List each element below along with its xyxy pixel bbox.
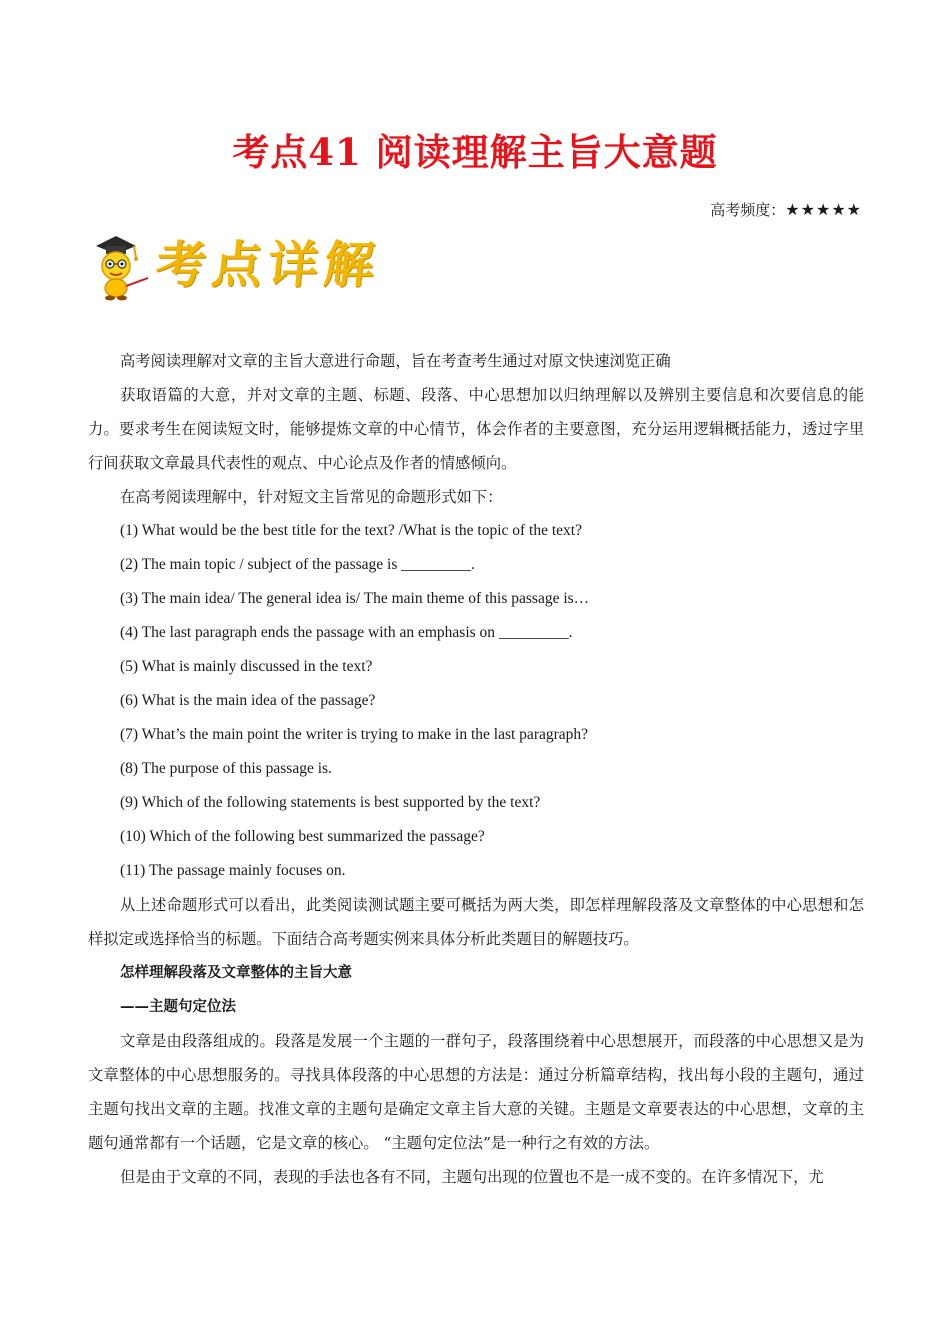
- question-form-11: (11) The passage mainly focuses on.: [120, 862, 346, 879]
- body-paragraph-2: 但是由于文章的不同，表现的手法也各有不同，主题句出现的位置也不是一成不变的。在许多情况下，尤: [120, 1168, 824, 1186]
- subsection-heading: ——主题句定位法: [120, 999, 236, 1015]
- question-form-4: (4) The last paragraph ends the passage with an emphasis on _________.: [120, 624, 573, 641]
- body-paragraph-1: 文章是由段落组成的。段落是发展一个主题的一群句子，段落围绕着中心思想展开，而段落的中心思想又是为文章整体的中心思想服务的。寻找具体段落的中心思想的方法是：通过分析篇章结构，找出每小段的主题句，通过主题句找出文章的主题。找准文章的主题句是确定文章主旨大意的关键。主题是文章要表达的中心思想，文章的主题句通常都有一个话题，它是文章的核心。 “主题句定位法”是一种行之有效的方法。: [88, 1032, 864, 1152]
- document-body: [88, 344, 864, 1194]
- question-form-2: (2) The main topic / subject of the passage is _________.: [120, 556, 475, 573]
- question-form-7: (7) What’s the main point the writer is trying to make in the last paragraph?: [120, 726, 589, 743]
- banner-title: 考点详解: [152, 235, 384, 294]
- question-form-3: (3) The main idea/ The general idea is/ The main theme of this passage is…: [120, 590, 590, 607]
- frequency-rating: [710, 199, 862, 220]
- question-form-9: (9) Which of the following statements is best supported by the text?: [120, 794, 541, 811]
- page-title: 考点41 阅读理解主旨大意题: [232, 130, 718, 174]
- intro-paragraph-2: 获取语篇的大意，并对文章的主题、标题、段落、中心思想加以归纳理解以及辨别主要信息和次要信息的能力。要求考生在阅读短文时，能够提炼文章的中心情节，体会作者的主要意图，充分运用逻辑概括能力，透过字里行间获取文章最具代表性的观点、中心论点及作者的情感倾向。: [88, 386, 864, 472]
- section-banner: [90, 232, 390, 302]
- question-form-5: (5) What is mainly discussed in the text?: [120, 658, 373, 675]
- graduate-mascot-icon: [90, 232, 154, 302]
- question-form-1: (1) What would be the best title for the text? /What is the topic of the text?: [120, 522, 582, 539]
- frequency-label: 高考频度：: [710, 201, 786, 219]
- question-form-6: (6) What is the main idea of the passage?: [120, 692, 376, 709]
- section-heading: 怎样理解段落及文章整体的主旨大意: [120, 965, 352, 981]
- intro-paragraph-1: 高考阅读理解对文章的主旨大意进行命题，旨在考查考生通过对原文快速浏览正确: [120, 352, 671, 370]
- question-form-10: (10) Which of the following best summarized the passage?: [120, 828, 485, 845]
- intro-paragraph-3: 在高考阅读理解中，针对短文主旨常见的命题形式如下：: [120, 488, 503, 506]
- summary-paragraph: 从上述命题形式可以看出，此类阅读测试题主要可概括为两大类，即怎样理解段落及文章整体的中心思想和怎样拟定或选择恰当的标题。下面结合高考题实例来具体分析此类题目的解题技巧。: [88, 896, 864, 948]
- frequency-stars: ★★★★★: [785, 200, 862, 219]
- question-form-8: (8) The purpose of this passage is.: [120, 760, 332, 777]
